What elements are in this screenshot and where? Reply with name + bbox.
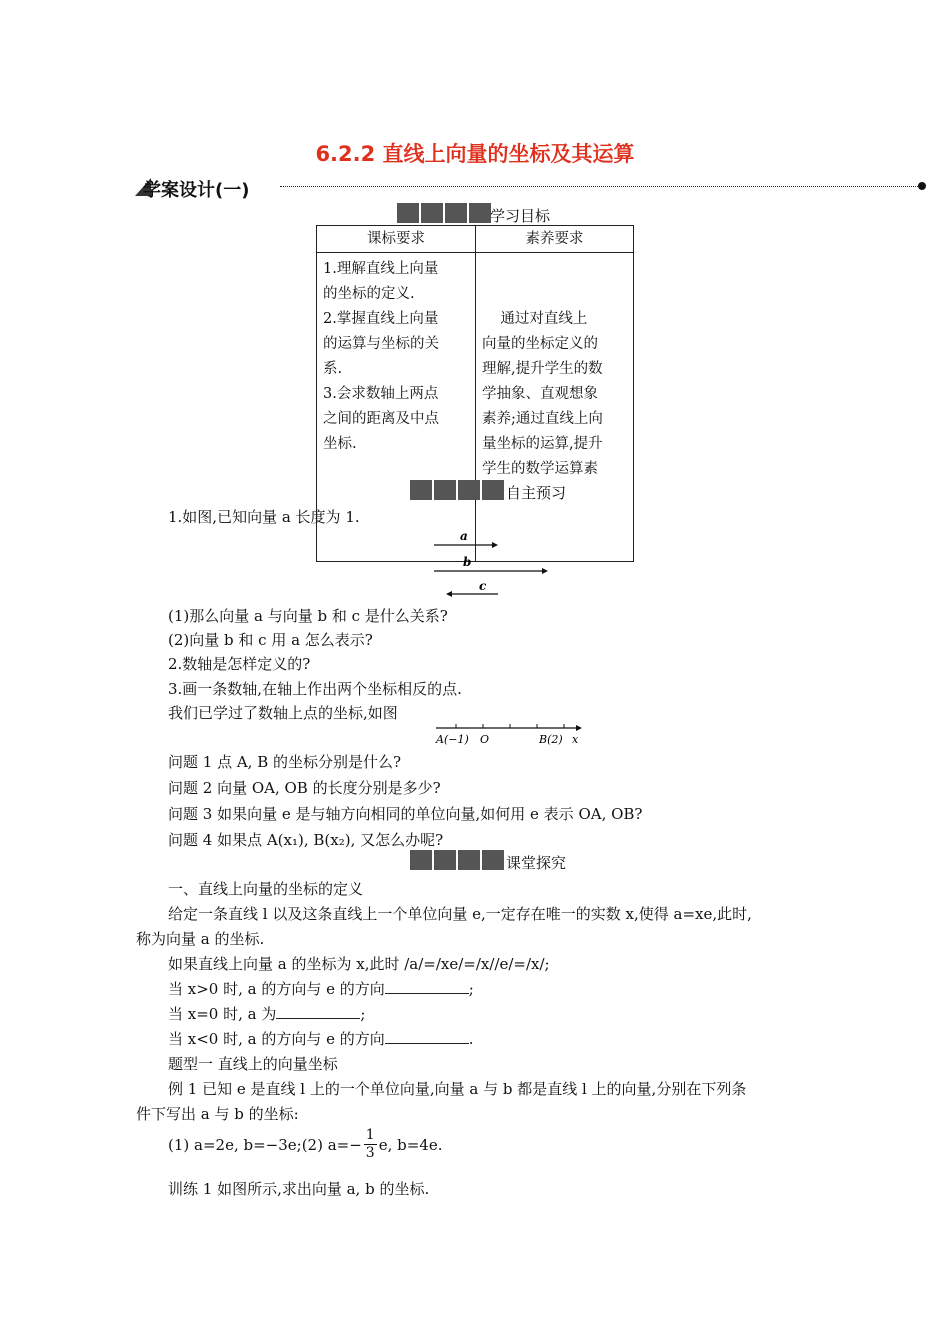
explore-case-negative: 当 x<0 时, a 的方向与 e 的方向 . (168, 1030, 474, 1048)
example-1-conditions: (1) a=2e, b=−3e;(2) a=− $\frac{1}{3}$ e, b=4e. (168, 1127, 443, 1161)
explore-def-line1: 给定一条直线 l 以及这条直线上一个单位向量 e,一定存在唯一的实数 x,使得 a=xe,此时, (168, 905, 752, 923)
training-1: 训练 1 如图所示,求出向量 a, b 的坐标. (168, 1180, 430, 1198)
preview-q1b: (2)向量 b 和 c 用 a 怎么表示? (168, 631, 373, 649)
band-end-dot (918, 182, 926, 190)
vector-figure (430, 528, 560, 598)
section-title-preview: 自主预习 (506, 484, 567, 502)
explore-def-line2: 称为向量 a 的坐标. (136, 930, 265, 948)
problem-2: 问题 2 向量 OA, OB 的长度分别是多少? (168, 779, 441, 797)
axis-label-b: B(2) (539, 733, 563, 746)
goals-col2-header: 素养要求 (476, 226, 634, 253)
explore-def-line3: 如果直线上向量 a 的坐标为 x,此时 /a/=/xe/=/x//e/=/x/; (168, 955, 550, 973)
axis-label-a: A(−1) (436, 733, 469, 746)
problem-1: 问题 1 点 A, B 的坐标分别是什么? (168, 753, 402, 771)
section-bar-goals (397, 203, 491, 223)
preview-q1a: (1)那么向量 a 与向量 b 和 c 是什么关系? (168, 607, 448, 625)
problem-3: 问题 3 如果向量 e 是与轴方向相同的单位向量,如何用 e 表示 OA, OB? (168, 805, 643, 823)
preview-q4: 我们已学过了数轴上点的坐标,如图 (168, 704, 398, 722)
example-1-line2: 件下写出 a 与 b 的坐标: (136, 1105, 299, 1123)
preview-q3: 3.画一条数轴,在轴上作出两个坐标相反的点. (168, 680, 462, 698)
explore-case-positive: 当 x>0 时, a 的方向与 e 的方向 ; (168, 980, 474, 998)
vector-label-c: c (479, 579, 487, 593)
fraction-one-third: $\frac{1}{3}$ (365, 1127, 375, 1161)
section-bar-preview (410, 480, 504, 500)
section-title-explore: 课堂探究 (506, 854, 567, 872)
axis-label-o: O (480, 733, 490, 746)
preview-q2: 2.数轴是怎样定义的? (168, 655, 311, 673)
section-bar-explore (410, 850, 504, 870)
number-axis-figure (436, 720, 586, 750)
explore-case-zero: 当 x=0 时, a 为 ; (168, 1005, 366, 1023)
page-title: 6.2.2 直线上向量的坐标及其运算 (315, 142, 635, 166)
vector-label-a: a (460, 529, 468, 543)
question-type-1: 题型一 直线上的向量坐标 (168, 1055, 338, 1073)
preview-q1: 1.如图,已知向量 a 长度为 1. (168, 508, 360, 526)
axis-label-x: x (572, 733, 579, 746)
goals-cell-literacy: 通过对直线上 向量的坐标定义的 理解,提升学生的数 学抽象、直观想象 素养;通过直线上向 量坐标的运算,提升 学生的数学运算素 (476, 253, 634, 562)
section-title-goals: 学习目标 (490, 207, 551, 225)
explore-heading-1: 一、直线上向量的坐标的定义 (168, 880, 364, 898)
vector-label-b: b (463, 555, 472, 569)
problem-4: 问题 4 如果点 A(x₁), B(x₂), 又怎么办呢? (168, 831, 444, 849)
goals-table (316, 225, 634, 562)
band-label: 学案设计(一) (143, 180, 250, 201)
example-1-line1: 例 1 已知 e 是直线 l 上的一个单位向量,向量 a 与 b 都是直线 l 上的向量,分别在下列条 (168, 1080, 747, 1098)
band-divider (280, 186, 922, 187)
goals-cell-curriculum: 1.理解直线上向量 的坐标的定义. 2.掌握直线上向量 的运算与坐标的关 系. 3.会求数轴上两点 之间的距离及中点 坐标. (317, 253, 476, 562)
goals-col1-header: 课标要求 (317, 226, 476, 253)
